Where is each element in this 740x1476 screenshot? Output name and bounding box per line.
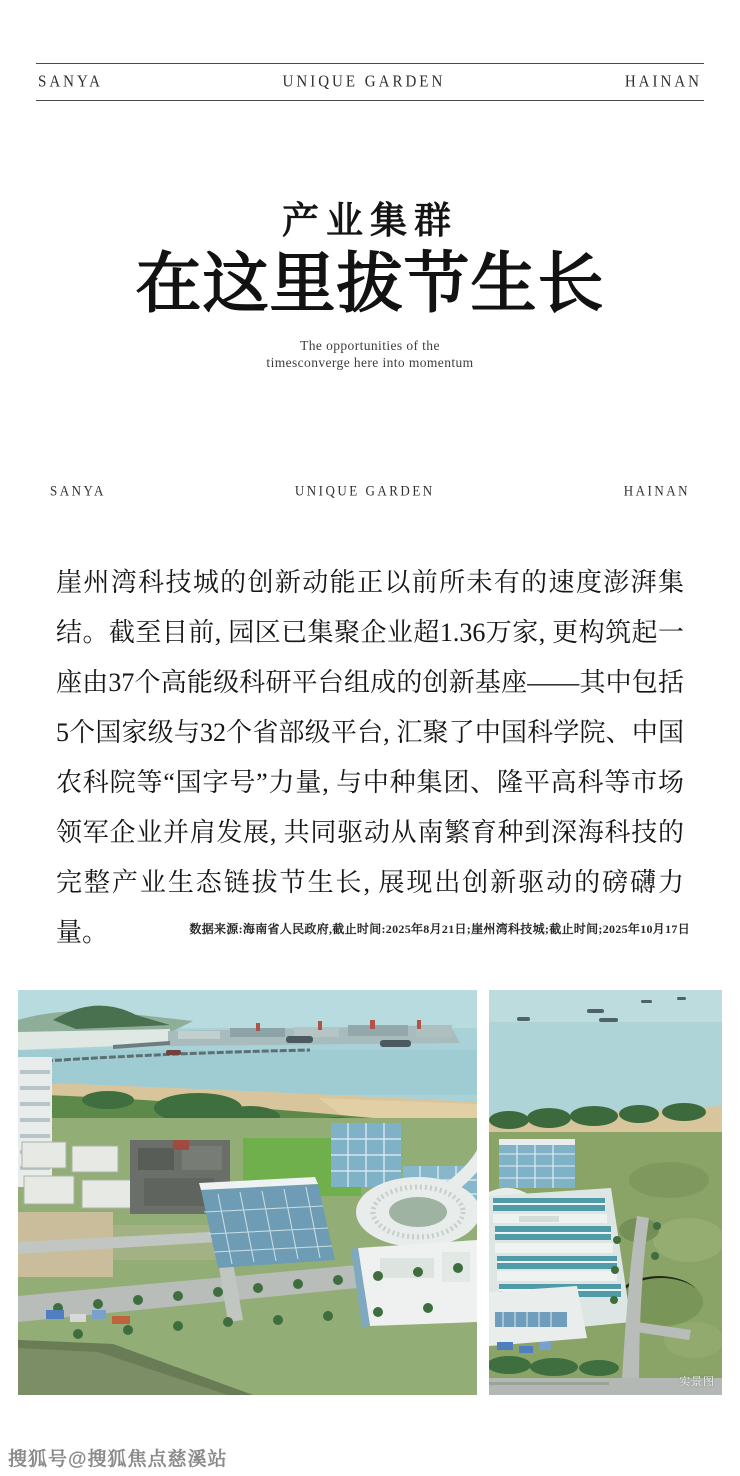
brand-left: SANYA: [38, 72, 104, 92]
photo-caption-badge: 实景图: [679, 1376, 715, 1388]
english-subtitle: [0, 337, 740, 371]
left-aerial-photo: [18, 990, 477, 1395]
right-aerial-illustration: [489, 990, 722, 1395]
top-brand-header: [36, 63, 704, 101]
sohu-watermark: 搜狐号@搜狐焦点慈溪站: [8, 1449, 228, 1470]
secondary-brand-row: [50, 483, 690, 499]
header-row: [36, 64, 704, 100]
section-kicker: 产业集群: [282, 201, 458, 242]
photo-strip: [18, 990, 722, 1395]
subtitle-line-2: timesconverge here into momentum: [266, 355, 474, 371]
left-aerial-illustration: [18, 990, 477, 1395]
brand-right: HAINAN: [624, 72, 702, 92]
right-aerial-photo: [489, 990, 722, 1395]
marker-right: HAINAN: [623, 482, 690, 499]
body-paragraph: 崖州湾科技城的创新动能正以前所未有的速度澎湃集结。截至目前, 园区已集聚企业超1.36万家, 更构筑起一座由37个高能级科研平台组成的创新基座——其中包括5个国家级与32个省部级平台, 汇聚了中国科学院、中国农科院等“国字号”力量, 与中种集团、隆平高科等市场领军企业并肩发展, 共同驱动从南繁育种到深海科技的完整产业生态链拔节生长, 展现出创新驱动的磅礴力量。: [56, 568, 684, 947]
brand-center: UNIQUE GARDEN: [282, 72, 446, 92]
title-block: [0, 190, 740, 371]
header-bottom-rule: [36, 100, 704, 101]
marker-left: SANYA: [50, 482, 106, 499]
page-title: 在这里拔节生长: [135, 248, 605, 321]
marker-center: UNIQUE GARDEN: [294, 482, 435, 499]
subtitle-line-1: The opportunities of the: [300, 338, 440, 354]
data-source-note: 数据来源:海南省人民政府,截止时间:2025年8月21日;崖州湾科技城;截止时间;2025年10月17日: [189, 922, 690, 936]
